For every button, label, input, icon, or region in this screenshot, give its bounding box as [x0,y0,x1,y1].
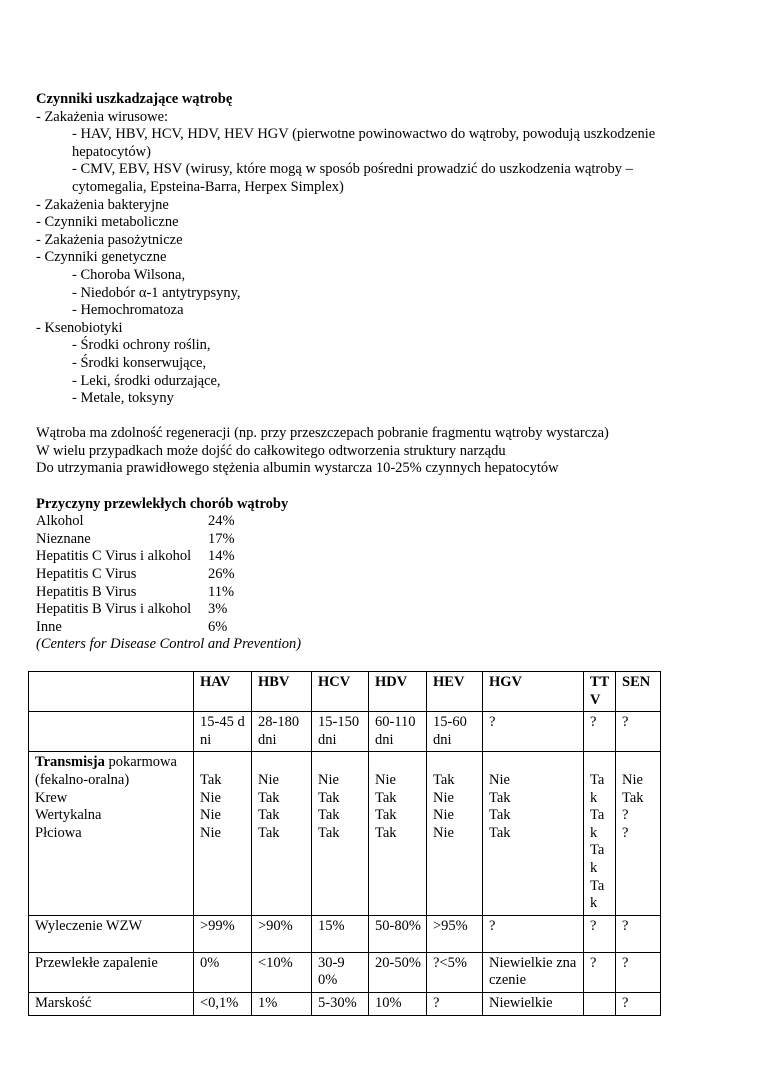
incubation-cell: 28-180 dni [252,712,312,752]
cause-value: 17% [208,530,235,547]
list-subitem: - Niedobór α-1 antytrypsyny, [72,284,241,301]
value-cell [584,992,616,1015]
list-subitem: - Środki konserwujące, [72,354,207,371]
transmission-value: Tak [375,824,397,841]
transmission-label-rest: pokarmowa (fekalno-oralna) [35,754,177,788]
transmission-value: ? [622,807,629,824]
cause-value: 6% [208,618,228,635]
transmission-value: Tak [590,807,605,841]
transmission-value: Nie [258,771,279,788]
transmission-value: Tak [489,789,511,806]
table-row [36,584,235,602]
transmission-label-bold: Transmisja [35,754,105,771]
value-cell: ? [616,915,661,952]
transmission-values-cell [312,752,369,915]
value-cell: ?<5% [427,952,483,992]
transmission-value: Nie [433,807,454,824]
transmission-value: Nie [433,824,454,841]
list-subitem: - Środki ochrony roślin, [72,337,211,354]
value-cell: 30-90% [312,952,369,992]
transmission-value: Tak [258,824,280,841]
value-cell: 20-50% [369,952,427,992]
transmission-value: Tak [489,807,511,824]
paragraph: Wątroba ma zdolność regeneracji (np. przy przeszczepach pobranie fragmentu wątroby wystarcza) [36,425,609,442]
header-cell-hev: HEV [427,672,483,712]
table-row [29,992,661,1015]
section-title-liver-damage: Czynniki uszkadzające wątrobę [36,91,233,107]
transmission-label-cell [29,752,194,915]
value-cell: 15% [312,915,369,952]
value-cell: ? [616,992,661,1015]
value-cell: <10% [252,952,312,992]
spacer [36,478,726,496]
document-body [36,91,726,654]
table-row [36,619,235,637]
header-cell-hcv: HCV [312,672,369,712]
value-cell: >90% [252,915,312,952]
incubation-cell: 60-110 dni [369,712,427,752]
table-row-transmission [29,752,661,915]
transmission-value: Nie [375,771,396,788]
table-header-row [29,672,661,712]
transmission-values-cell [483,752,584,915]
transmission-route: Krew [35,789,68,806]
transmission-values-cell [194,752,252,915]
transmission-value: Tak [375,807,397,824]
list-subitem: - Choroba Wilsona, [72,266,186,283]
cause-name: Hepatitis B Virus [36,583,137,600]
transmission-value: Tak [258,789,280,806]
list-item: - Zakażenia bakteryjne [36,196,169,213]
transmission-values-cell [369,752,427,915]
row-label-cell: Wyleczenie WZW [29,915,194,952]
incubation-cell: ? [584,712,616,752]
list-subitem: - Metale, toksyny [72,390,174,407]
transmission-value: ? [622,824,629,841]
list-subitem: - Leki, środki odurzające, [72,372,221,389]
cause-name: Hepatitis C Virus i alkohol [36,548,192,565]
incubation-cell: ? [483,712,584,752]
transmission-value: Nie [200,807,221,824]
header-corner-cell [29,672,194,712]
source-citation: (Centers for Disease Control and Prevention) [36,636,302,653]
transmission-value: Tak [590,877,605,912]
row-label-cell: Marskość [29,992,194,1015]
table-row [36,513,235,531]
value-cell: ? [483,915,584,952]
transmission-value: Tak [590,771,605,806]
value-cell: >99% [194,915,252,952]
cause-value: 24% [208,513,235,530]
section-title-chronic-causes: Przyczyny przewlekłych chorób wątroby [36,495,289,512]
list-item: - Zakażenia wirusowe: [36,108,169,125]
value-cell: 0% [194,952,252,992]
incubation-cell: 15-60 dni [427,712,483,752]
cause-name: Hepatitis B Virus i alkohol [36,601,192,618]
row-label-cell [29,712,194,752]
value-cell: >95% [427,915,483,952]
row-label-cell: Przewlekłe zapalenie [29,952,194,992]
table-row [36,531,235,549]
value-cell: Niewielkie znaczenie [483,952,584,992]
table-row [36,601,235,619]
transmission-value: Tak [318,807,340,824]
table-row [36,548,235,566]
cause-name: Alkohol [36,513,84,530]
cause-value: 26% [208,566,235,583]
transmission-value: Nie [622,771,643,788]
header-cell-hav: HAV [194,672,252,712]
table-row-incubation [29,712,661,752]
transmission-values-cell [252,752,312,915]
transmission-value: Tak [318,824,340,841]
cause-name: Hepatitis C Virus [36,566,137,583]
value-cell: ? [584,952,616,992]
value-cell: 1% [252,992,312,1015]
transmission-value: Tak [318,789,340,806]
transmission-value: Nie [318,771,339,788]
causes-table [36,513,235,636]
value-cell: 5-30% [312,992,369,1015]
spacer [36,408,726,426]
incubation-cell: ? [616,712,661,752]
transmission-value: Nie [489,771,510,788]
transmission-value: Tak [622,789,644,806]
list-item: - Czynniki metaboliczne [36,214,179,231]
transmission-value: Tak [433,771,455,788]
cause-value: 3% [208,601,228,618]
value-cell: <0,1% [194,992,252,1015]
header-cell-sen: SEN [616,672,661,712]
paragraph: W wielu przypadkach może dojść do całkowitego odtworzenia struktury narządu [36,442,506,459]
transmission-value: Tak [590,842,605,876]
header-cell-hbv: HBV [252,672,312,712]
list-subitem: - CMV, EBV, HSV (wirusy, które mogą w sposób pośredni prowadzić do uszkodzenia wątroby – cytomegalia, Epsteina-Barra, Herpex Simplex) [72,161,633,195]
incubation-cell: 15-150 dni [312,712,369,752]
value-cell: Niewielkie [483,992,584,1015]
value-cell: ? [616,952,661,992]
transmission-value: Nie [200,789,221,806]
table-row [29,915,661,952]
hepatitis-comparison-table [28,671,661,1016]
cause-value: 11% [208,583,235,600]
transmission-values-cell [584,752,616,915]
list-subitem: - Hemochromatoza [72,302,184,319]
header-cell-ttv: TTV [584,672,616,712]
transmission-route: Wertykalna [35,807,102,824]
transmission-value: Nie [200,824,221,841]
paragraph: Do utrzymania prawidłowego stężenia albumin wystarcza 10-25% czynnych hepatocytów [36,460,559,477]
cause-value: 14% [208,548,235,565]
transmission-values-cell [427,752,483,915]
list-item: - Czynniki genetyczne [36,249,167,266]
value-cell: ? [584,915,616,952]
value-cell: ? [427,992,483,1015]
cause-name: Inne [36,618,62,635]
transmission-route: Płciowa [35,824,82,841]
list-subitem: - HAV, HBV, HCV, HDV, HEV HGV (pierwotne powinowactwo do wątroby, powodują uszkodzenie hepatocytów) [72,126,656,160]
transmission-value: Tak [258,807,280,824]
transmission-value: Nie [433,789,454,806]
list-item: - Ksenobiotyki [36,319,123,336]
table-row [29,952,661,992]
header-cell-hgv: HGV [483,672,584,712]
incubation-cell: 15-45 dni [194,712,252,752]
transmission-values-cell [616,752,661,915]
list-item: - Zakażenia pasożytnicze [36,231,183,248]
table-row [36,566,235,584]
value-cell: 10% [369,992,427,1015]
header-cell-hdv: HDV [369,672,427,712]
cause-name: Nieznane [36,530,91,547]
transmission-value: Tak [375,789,397,806]
value-cell: 50-80% [369,915,427,952]
transmission-value: Tak [489,824,511,841]
transmission-value: Tak [200,771,222,788]
